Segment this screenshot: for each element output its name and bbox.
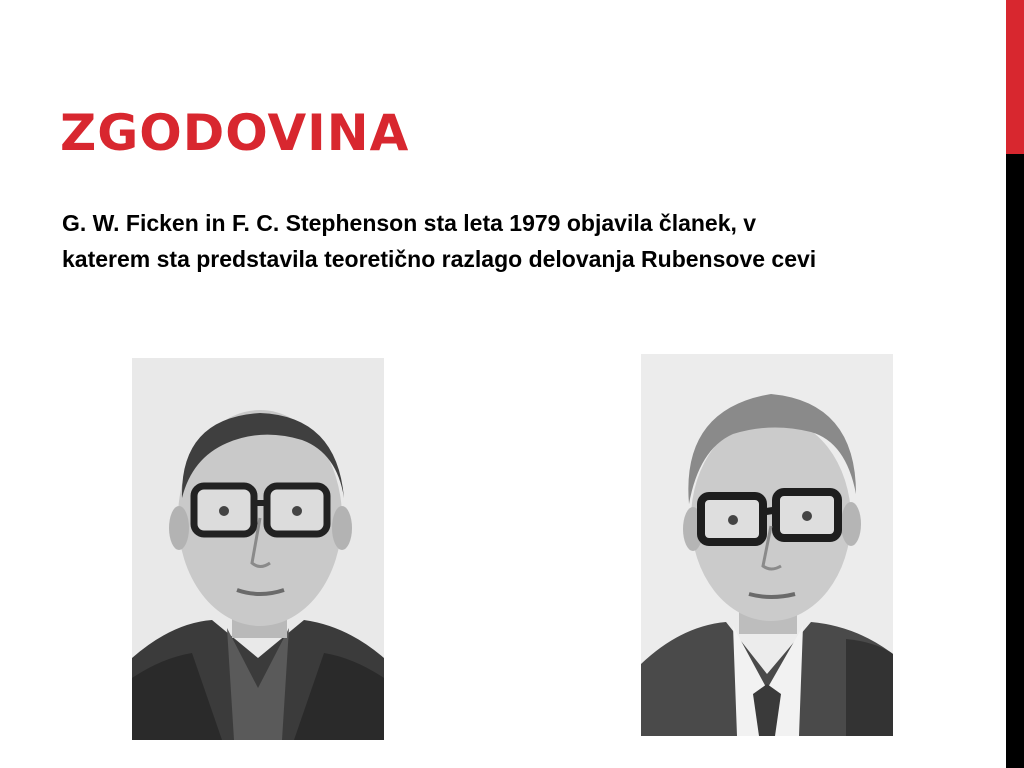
- slide-title: ZGODOVINA: [60, 104, 410, 162]
- portrait-ficken: [132, 358, 384, 740]
- portrait-ficken-image: [132, 358, 384, 740]
- portrait-stephenson: [641, 354, 893, 736]
- side-bar-accent: [1006, 0, 1024, 154]
- portrait-stephenson-image: [641, 354, 893, 736]
- slide-body-text: G. W. Ficken in F. C. Stephenson sta leta 1979 objavila članek, v katerem sta predstavila teoretično razlago delovanja Rubensove cevi: [62, 210, 817, 272]
